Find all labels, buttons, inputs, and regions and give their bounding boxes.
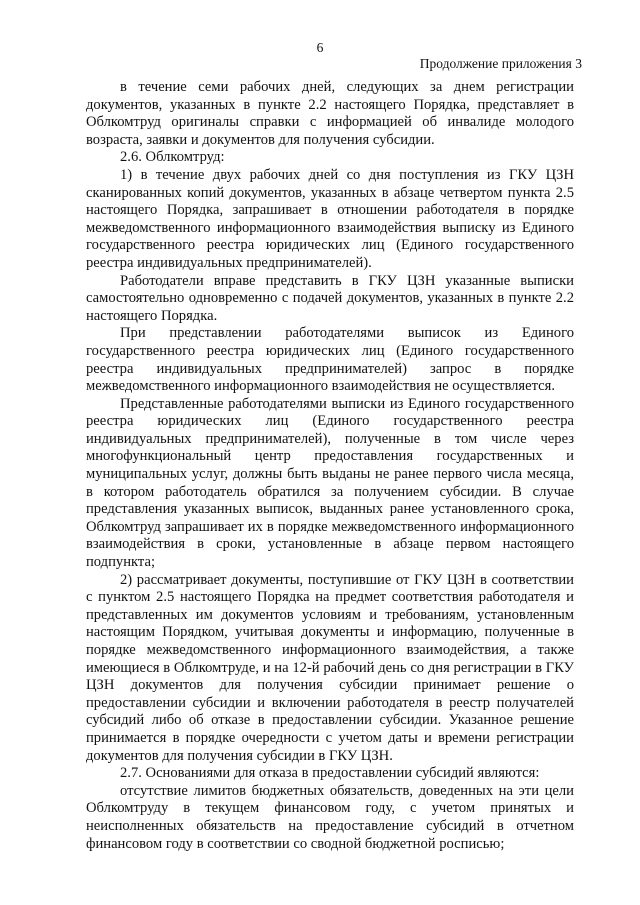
- section-heading-2-6: 2.6. Облкомтруд:: [120, 149, 225, 166]
- paragraph: Работодатели вправе представить в ГКУ ЦЗН указанные выписки самостоятельно одновременно с подачей документов, указанных в пункте 2.2 настоящего Порядка.: [86, 272, 574, 324]
- paragraph: отсутствие лимитов бюджетных обязательств, доведенных на эти цели Облкомтруду в текущем финансовом году, с учетом принятых и неисполненных обязательств на предоставление субсидий в отчетном финансовом году в соответствии со сводной бюджетной росписью;: [86, 782, 574, 852]
- section-heading-2-7: 2.7. Основаниями для отказа в предоставлении субсидий являются:: [120, 765, 540, 782]
- paragraph: в течение семи рабочих дней, следующих за днем регистрации документов, указанных в пункте 2.2 настоящего Порядка, представляет в Облкомтруд оригиналы справки с информацией об инвалиде молодого возраста, заявки и документов для получения субсидии.: [86, 79, 574, 148]
- paragraph: 2) рассматривает документы, поступившие от ГКУ ЦЗН в соответствии с пунктом 2.5 настоящего Порядка на предмет соответствия работодателя и представленных им документов условиям и требованиям, установленным настоящим Порядком, учитывая документы и информацию, полученные в порядке межведомственного информационного взаимодействия, а также имеющиеся в Облкомтруде, и на 12-й рабочий день со дня регистрации в ГКУ ЦЗН документов для получения субсидии принимает решение о предоставлении субсидии и включении работодателя в реестр получателей субсидий либо об отказе в предоставлении субсидии. Указанное решение принимается в порядке очередности с учетом даты и времени регистрации документов для получения субсидии в ГКУ ЦЗН.: [86, 571, 574, 764]
- paragraph: При представлении работодателями выписок из Единого государственного реестра юридических лиц (Единого государственного реестра индивидуальных предпринимателей) запрос в порядке межведомственного информационного взаимодействия не осуществляется.: [86, 325, 574, 395]
- document-body: [86, 79, 574, 853]
- appendix-continuation-label: Продолжение приложения 3: [419, 56, 582, 71]
- page-number: 6: [316, 40, 324, 55]
- paragraph: 1) в течение двух рабочих дней со дня поступления из ГКУ ЦЗН сканированных копий документов, указанных в абзаце четвертом пункта 2.5 настоящего Порядка, запрашивает в отношении работодателя в порядке межведомственного информационного взаимодействия выписку из Единого государственного реестра юридических лиц (Единого государственного реестра индивидуальных предпринимателей).: [86, 166, 574, 271]
- paragraph: Представленные работодателями выписки из Единого государственного реестра юридических лиц (Единого государственного реестра индивидуальных предпринимателей), полученные в том числе через многофункциональный центр предоставления государственных и муниципальных услуг, должны быть выданы не ранее первого числа месяца, в котором работодатель обратился за получением субсидии. В случае представления указанных выписок, выданных ранее установленного срока, Облкомтруд запрашивает их в порядке межведомственного информационного взаимодействия в сроки, установленные в абзаце первом настоящего подпункта;: [86, 395, 574, 571]
